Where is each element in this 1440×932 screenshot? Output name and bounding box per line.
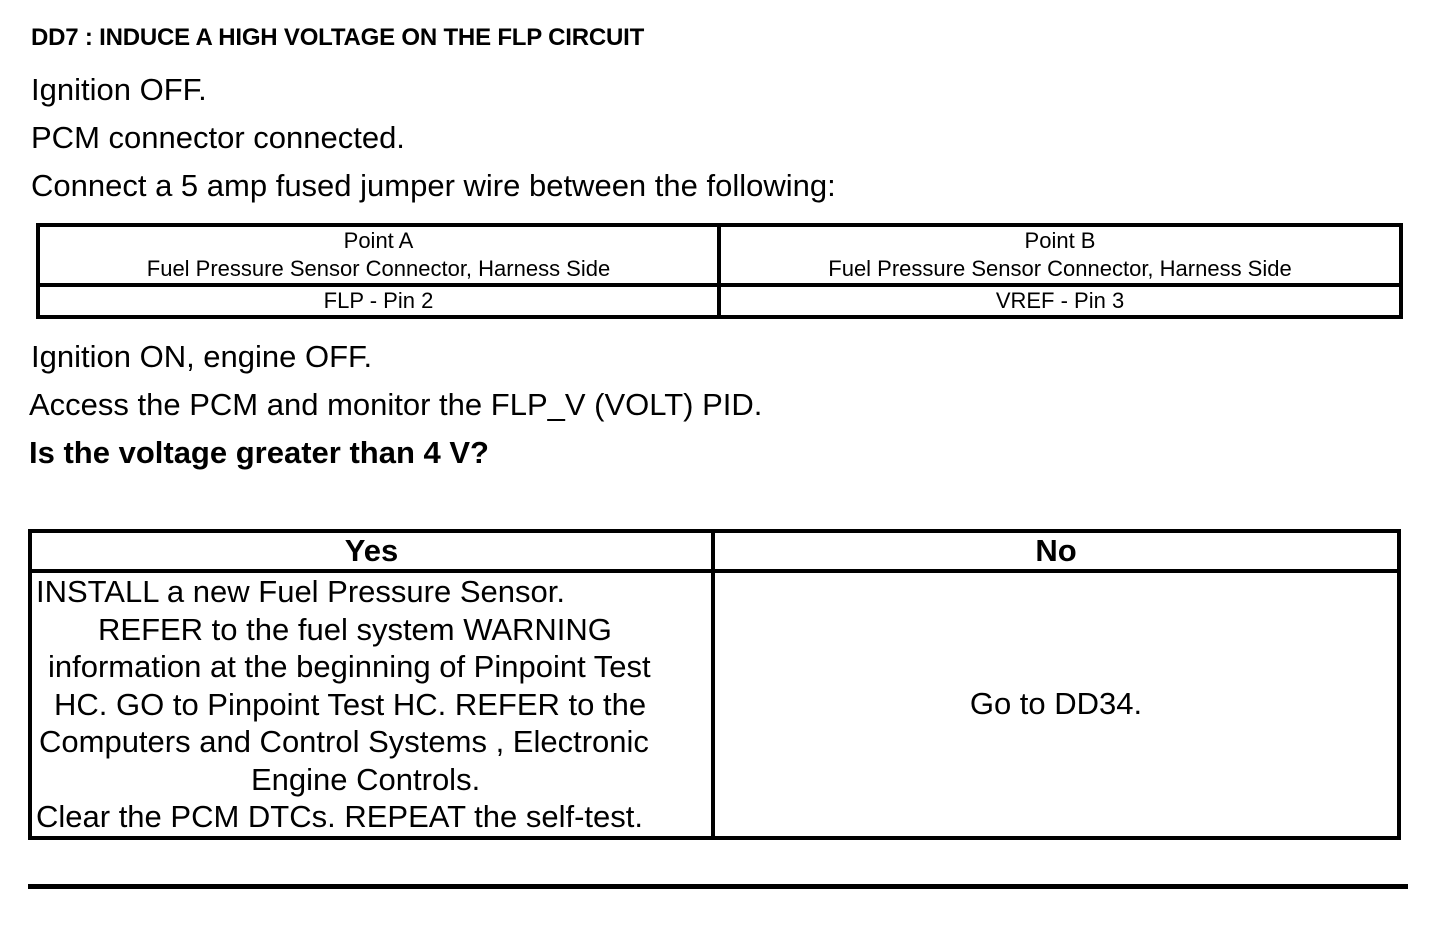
yes-action-line: INSTALL a new Fuel Pressure Sensor. bbox=[36, 574, 565, 609]
instruction-ignition-off: Ignition OFF. bbox=[31, 72, 207, 107]
point-a-location: Fuel Pressure Sensor Connector, Harness Side bbox=[146, 256, 611, 281]
point-a-pin: FLP - Pin 2 bbox=[38, 285, 719, 317]
point-b-heading: Point B bbox=[1024, 228, 1096, 253]
yes-action-line: Engine Controls. bbox=[251, 761, 481, 797]
point-a-header-cell bbox=[38, 225, 719, 285]
instruction-pcm-connected: PCM connector connected. bbox=[31, 120, 405, 155]
yes-action-line: information at the beginning of Pinpoint Test bbox=[48, 649, 651, 684]
step-title: DD7 : INDUCE A HIGH VOLTAGE ON THE FLP CIRCUIT bbox=[31, 24, 645, 51]
yes-action-line: Clear the PCM DTCs. REPEAT the self-test. bbox=[36, 799, 643, 834]
no-header: No bbox=[713, 531, 1399, 571]
point-b-location: Fuel Pressure Sensor Connector, Harness Side bbox=[828, 256, 1292, 281]
result-table bbox=[28, 529, 1401, 840]
instruction-monitor-pid: Access the PCM and monitor the FLP_V (VOLT) PID. bbox=[29, 387, 763, 422]
point-b-header-cell bbox=[719, 225, 1401, 285]
instruction-connect-jumper: Connect a 5 amp fused jumper wire between the following: bbox=[31, 168, 836, 203]
bottom-divider bbox=[28, 884, 1408, 889]
yes-action-cell bbox=[30, 571, 713, 838]
yes-action-line: Computers and Control Systems , Electronic bbox=[39, 724, 649, 759]
yes-header: Yes bbox=[30, 531, 713, 571]
point-b-pin: VREF - Pin 3 bbox=[719, 285, 1401, 317]
jumper-connection-table bbox=[36, 223, 1403, 319]
yes-action-line: HC. GO to Pinpoint Test HC. REFER to the bbox=[54, 686, 647, 722]
yes-action-line: REFER to the fuel system WARNING bbox=[98, 611, 612, 647]
no-action-cell: Go to DD34. bbox=[713, 571, 1399, 838]
test-question: Is the voltage greater than 4 V? bbox=[29, 435, 489, 470]
point-a-heading: Point A bbox=[343, 228, 414, 253]
instruction-ignition-on: Ignition ON, engine OFF. bbox=[31, 339, 373, 374]
